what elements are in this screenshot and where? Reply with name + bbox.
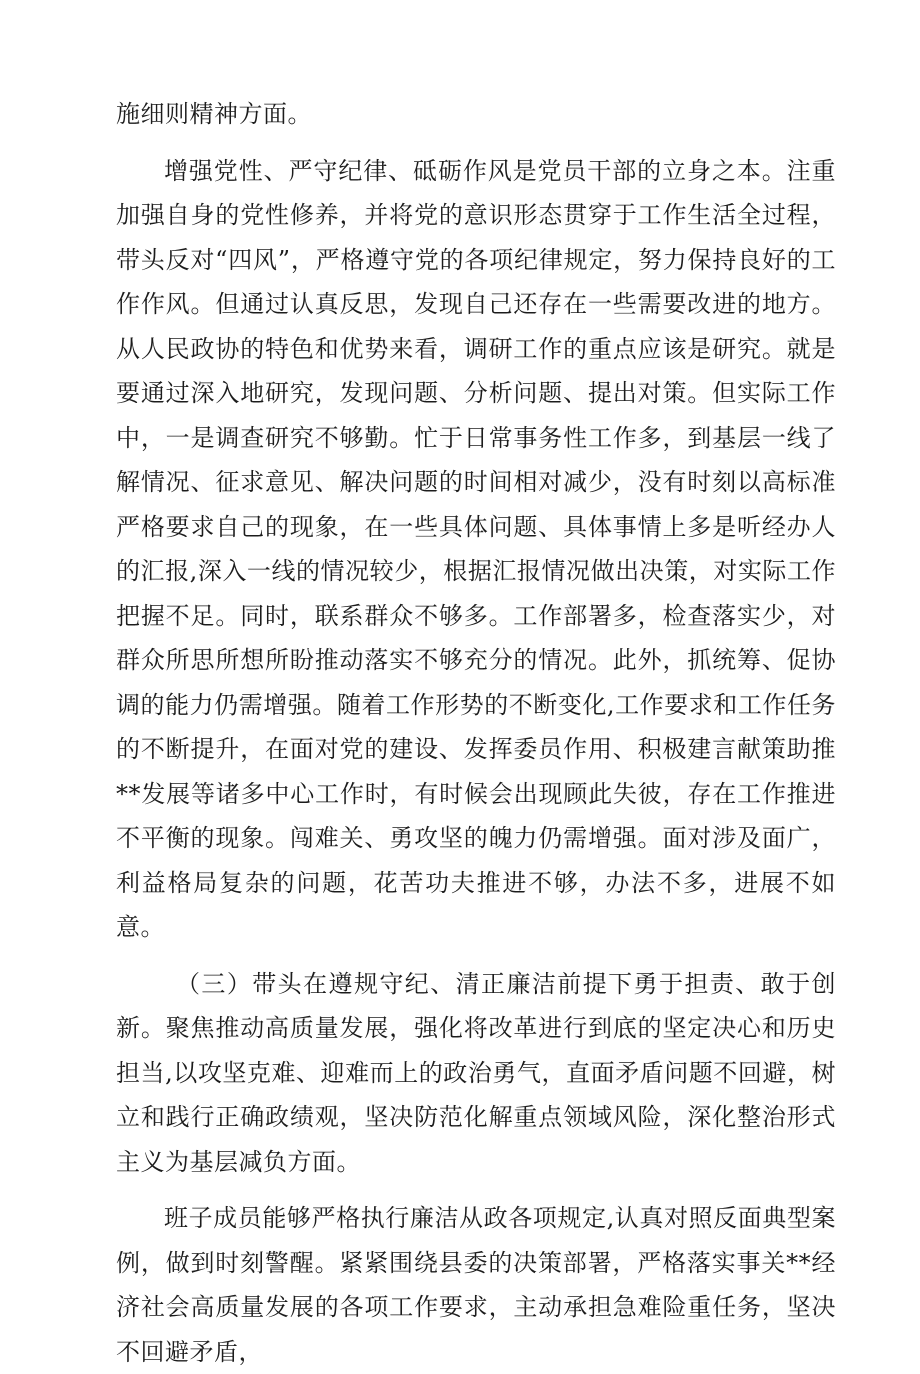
paragraph-continuation: 施细则精神方面。 (116, 100, 312, 128)
paragraph-party-discipline: 增强党性、严守纪律、砥砺作风是党员干部的立身之本。注重加强自身的党性修养，并将党的意识形态贯穿于工作生活全过程，带头反对“四风”，严格遵守党的各项纪律规定，努力保持良好的工作作风。但通过认真反思，发现自己还存在一些需要改进的地方。从人民政协的特色和优势来看，调研工作的重点应该是研究。就是要通过深入地研究，发现问题、分析问题、提出对策。但实际工作中，一是调查研究不够勤。忙于日常事务性工作多，到基层一线了解情况、征求意见、解决问题的时间相对减少，没有时刻以高标准严格要求自己的现象，在一些具体问题、具体事情上多是听经办人的汇报,深入一线的情况较少，根据汇报情况做出决策，对实际工作把握不足。同时，联系群众不够多。工作部署多，检查落实少，对群众所思所想所盼推动落实不够充分的情况。此外，抓统筹、促协调的能力仍需增强。随着工作形势的不断变化,工作要求和工作任务的不断提升，在面对党的建设、发挥委员作用、积极建言献策助推**发展等诸多中心工作时，有时候会出现顾此失彼，存在工作推进不平衡的现象。闯难关、勇攻坚的魄力仍需增强。面对涉及面广，利益格局复杂的问题，花苦功夫推进不够，办法不多，进展不如意。 (116, 156, 836, 941)
section-heading-three: （三）带头在遵规守纪、清正廉洁前提下勇于担责、敢于创新。聚焦推动高质量发展，强化将改革进行到底的坚定决心和历史担当,以攻坚克难、迎难而上的政治勇气，直面矛盾问题不回避，树立和践行正确政绩观，坚决防范化解重点领域风险，深化整治形式主义为基层减负方面。 (116, 969, 836, 1176)
paragraph-integrity: 班子成员能够严格执行廉洁从政各项规定,认真对照反面典型案例，做到时刻警醒。紧紧围绕县委的决策部署，严格落实事关**经济社会高质量发展的各项工作要求，主动承担急难险重任务，坚决不回避矛盾， (116, 1204, 836, 1366)
document-page (116, 92, 836, 1374)
